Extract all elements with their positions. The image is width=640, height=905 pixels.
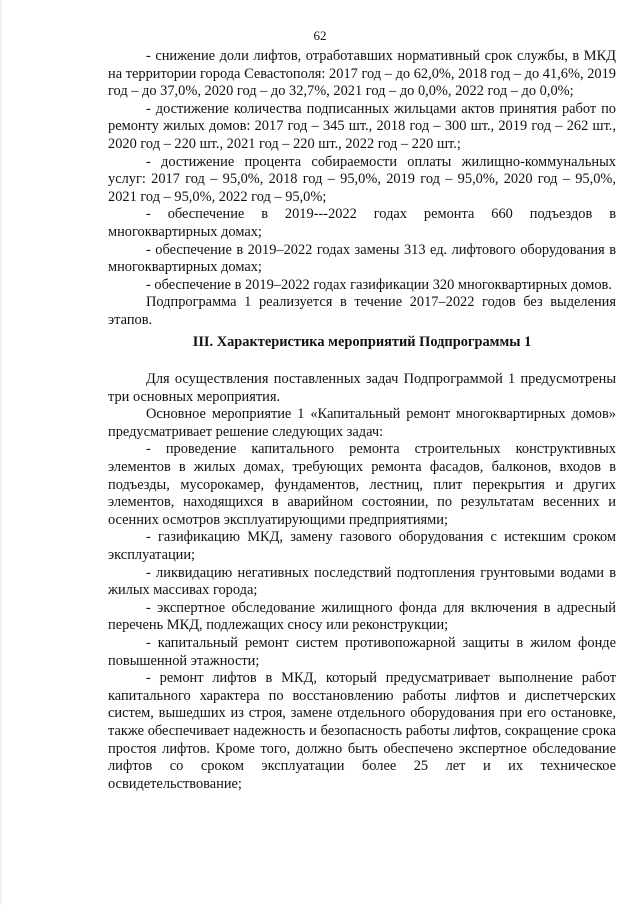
document-body (108, 48, 616, 793)
bullet-lift-replacement: - обеспечение в 2019–2022 годах замены 313 ед. лифтового оборудования в многоквартирных домах; (108, 241, 616, 276)
task-fire-protection: - капитальный ремонт систем противопожарной защиты в жилом фонде повышенной этажности; (108, 635, 616, 669)
bullet-lift-share: - снижение доли лифтов, отработавших нормативный срок службы, в МКД на территории города Севастополя: 2017 год – до 62,0%, 2018 год – до 41,6%, 2019 год – до 37,0%, 2020 год – до 32,7%, 2021 год – до 0,0%, 2022 год – до 0,0%; (108, 48, 616, 100)
bullet-payment-collection: - достижение процента собираемости оплаты жилищно-коммунальных услуг: 2017 год – 95,0%, 2018 год – 95,0%, 2019 год – 95,0%, 2020 год – 95,0%, 2021 год – 95,0%, 2022 год – 95,0%; (108, 153, 616, 205)
main-measure-1: Основное мероприятие 1 «Капитальный ремонт многоквартирных домов» предусматривает решение следующих задач: (108, 406, 616, 440)
subprogram-period: Подпрограмма 1 реализуется в течение 2017–2022 годов без выделения этапов. (108, 294, 616, 328)
measures-intro: Для осуществления поставленных задач Подпрограммой 1 предусмотрены три основных мероприятия. (108, 371, 616, 405)
task-expert-survey: - экспертное обследование жилищного фонда для включения в адресный перечень МКД, подлежащих сносу или реконструкции; (108, 599, 616, 634)
bullet-gasification: - обеспечение в 2019–2022 годах газификации 320 многоквартирных домов. (146, 276, 612, 293)
task-structural-repair: - проведение капитального ремонта строительных конструктивных элементов в жилых домах, требующих ремонта фасадов, балконов, входов в подъезды, мусорокамер, фундаментов, лестниц, плит перекрытия и других элементов, находящихся в аварийном состоянии, по результатам весенних и осенних осмотров эксплуатирующими предприятиями; (108, 441, 616, 528)
section-heading: III. Характеристика мероприятий Подпрограммы 1 (192, 333, 532, 350)
task-flooding: - ликвидацию негативных последствий подтопления грунтовыми водами в жилых массивах города; (108, 564, 616, 599)
task-lift-repair: - ремонт лифтов в МКД, который предусматривает выполнение работ капитального характера по восстановлению работы лифтов и диспетчерских систем, вышедших из строя, замене отдельного оборудования при его остановке, также обеспечивает надежность и безопасность работы лифтов, сокращение срока простоя лифтов. Кроме того, должно быть обеспечено экспертное обследование лифтов со сроком эксплуатации более 25 лет и их техническое освидетельствование; (108, 670, 616, 792)
scan-edge (0, 0, 2, 905)
page-number: 62 (313, 28, 327, 43)
task-gasification: - газификацию МКД, замену газового оборудования с истекшим сроком эксплуатации; (108, 529, 616, 564)
bullet-entrance-repair: - обеспечение в 2019---2022 годах ремонта 660 подъездов в многоквартирных домах; (108, 206, 616, 240)
bullet-acceptance-acts: - достижение количества подписанных жильцами актов принятия работ по ремонту жилых домов: 2017 год – 345 шт., 2018 год – 300 шт., 2019 год – 262 шт., 2020 год – 220 шт., 2021 год – 220 шт., 2022 год – 220 шт.; (108, 100, 616, 152)
